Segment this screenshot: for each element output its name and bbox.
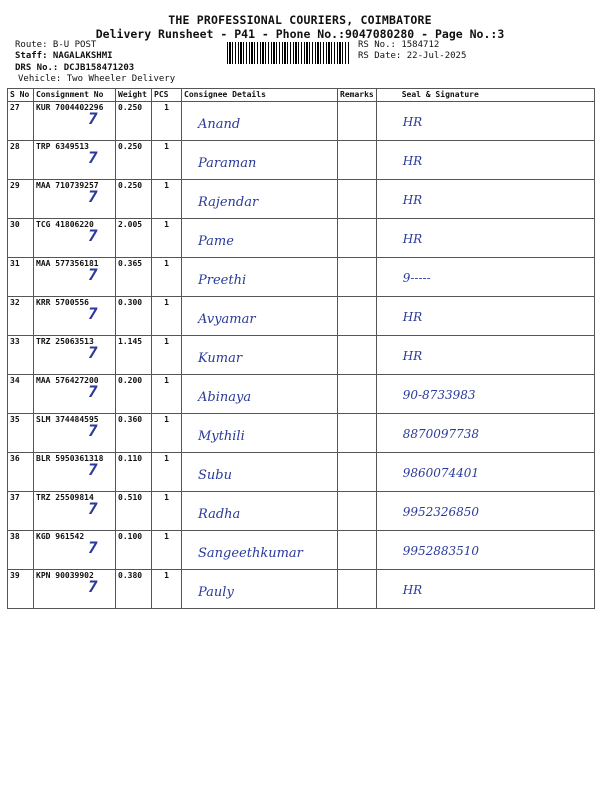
weight-cell: 0.380 — [116, 570, 152, 609]
table-row — [8, 375, 595, 414]
seal-signature-cell — [376, 102, 594, 141]
seal-handwritten: 9----- — [402, 271, 431, 285]
consignment-cell — [34, 102, 116, 141]
pcs-cell: 1 — [152, 375, 182, 414]
remarks-cell — [338, 492, 377, 531]
table-row — [8, 219, 595, 258]
runsheet-title: THE PROFESSIONAL COURIERS, COIMBATORE — [168, 13, 432, 27]
tick-mark-icon: 7 — [88, 382, 98, 401]
sno-cell: 33 — [8, 336, 34, 375]
consignee-handwritten: Kumar — [198, 351, 243, 366]
seal-signature-cell — [376, 258, 594, 297]
table-row — [8, 414, 595, 453]
remarks-cell — [338, 453, 377, 492]
table-row — [8, 141, 595, 180]
table-row — [8, 492, 595, 531]
route-label: Route: B-U POST — [15, 40, 97, 50]
seal-signature-cell — [376, 453, 594, 492]
sno-cell: 27 — [8, 102, 34, 141]
consignee-handwritten: Anand — [198, 117, 241, 132]
sno-cell: 38 — [8, 531, 34, 570]
rs-no-label: RS No.: 1584712 — [358, 40, 440, 50]
pcs-cell: 1 — [152, 453, 182, 492]
seal-signature-cell — [376, 531, 594, 570]
weight-cell: 0.360 — [116, 414, 152, 453]
barcode — [227, 42, 349, 64]
remarks-cell — [338, 141, 377, 180]
consignee-cell — [182, 219, 338, 258]
vehicle-label: Vehicle: Two Wheeler Delivery — [18, 74, 176, 84]
sno-cell: 34 — [8, 375, 34, 414]
tick-mark-icon: 7 — [88, 499, 98, 518]
consignee-cell — [182, 180, 338, 219]
consignee-handwritten: Abinaya — [198, 390, 252, 405]
tick-mark-icon: 7 — [88, 109, 98, 128]
seal-handwritten: HR — [402, 154, 423, 168]
seal-handwritten: HR — [402, 193, 423, 207]
consignee-handwritten: Avyamar — [198, 312, 256, 327]
consignee-cell — [182, 531, 338, 570]
pcs-cell: 1 — [152, 414, 182, 453]
consignment-number: TRZ 25509814 — [36, 493, 94, 502]
consignment-cell — [34, 414, 116, 453]
consignee-cell — [182, 453, 338, 492]
seal-signature-cell — [376, 297, 594, 336]
consignment-number: KPN 90039902 — [36, 571, 94, 580]
weight-cell: 0.250 — [116, 141, 152, 180]
consignee-handwritten: Pame — [198, 234, 234, 249]
consignee-handwritten: Preethi — [198, 273, 247, 288]
remarks-cell — [338, 336, 377, 375]
consignee-cell — [182, 336, 338, 375]
remarks-cell — [338, 570, 377, 609]
sno-cell: 35 — [8, 414, 34, 453]
table-row — [8, 102, 595, 141]
col-header-consignment: Consignment No — [34, 89, 116, 102]
consignment-number: MAA 576427200 — [36, 376, 99, 385]
consignment-cell — [34, 375, 116, 414]
consignee-cell — [182, 414, 338, 453]
remarks-cell — [338, 180, 377, 219]
pcs-cell: 1 — [152, 141, 182, 180]
seal-handwritten: 90-8733983 — [402, 388, 476, 402]
seal-handwritten: 9860074401 — [402, 466, 480, 480]
seal-signature-cell — [376, 219, 594, 258]
consignee-cell — [182, 570, 338, 609]
weight-cell: 0.300 — [116, 297, 152, 336]
pcs-cell: 1 — [152, 297, 182, 336]
weight-cell: 0.100 — [116, 531, 152, 570]
seal-handwritten: HR — [402, 115, 423, 129]
seal-signature-cell — [376, 375, 594, 414]
rs-date-label: RS Date: 22-Jul-2025 — [358, 51, 467, 61]
consignment-cell — [34, 297, 116, 336]
pcs-cell: 1 — [152, 570, 182, 609]
sno-cell: 31 — [8, 258, 34, 297]
tick-mark-icon: 7 — [88, 148, 98, 167]
table-row — [8, 258, 595, 297]
col-header-seal: Seal & Signature — [376, 89, 594, 102]
consignment-number: MAA 710739257 — [36, 181, 99, 190]
weight-cell: 0.510 — [116, 492, 152, 531]
weight-cell: 2.005 — [116, 219, 152, 258]
sno-cell: 30 — [8, 219, 34, 258]
weight-cell: 0.200 — [116, 375, 152, 414]
table-header-row — [8, 89, 595, 102]
pcs-cell: 1 — [152, 180, 182, 219]
tick-mark-icon: 7 — [88, 577, 98, 596]
remarks-cell — [338, 414, 377, 453]
seal-handwritten: HR — [402, 349, 423, 363]
tick-mark-icon: 7 — [88, 226, 98, 245]
consignment-number: BLR 5950361318 — [36, 454, 104, 463]
seal-handwritten: HR — [402, 583, 423, 597]
runsheet-table — [7, 88, 595, 609]
remarks-cell — [338, 102, 377, 141]
consignment-cell — [34, 180, 116, 219]
consignee-handwritten: Mythili — [198, 429, 245, 444]
consignment-cell — [34, 531, 116, 570]
tick-mark-icon: 7 — [88, 538, 98, 557]
consignee-cell — [182, 141, 338, 180]
seal-signature-cell — [376, 492, 594, 531]
seal-handwritten: 8870097738 — [402, 427, 480, 441]
consignment-number: SLM 374484595 — [36, 415, 99, 424]
consignee-handwritten: Pauly — [198, 585, 234, 600]
pcs-cell: 1 — [152, 102, 182, 141]
consignment-number: TCG 41806220 — [36, 220, 94, 229]
consignment-cell — [34, 141, 116, 180]
consignee-handwritten: Paraman — [198, 156, 257, 171]
seal-handwritten: 9952326850 — [402, 505, 480, 519]
consignee-cell — [182, 258, 338, 297]
tick-mark-icon: 7 — [88, 265, 98, 284]
consignee-cell — [182, 297, 338, 336]
consignee-handwritten: Sangeethkumar — [198, 546, 303, 561]
seal-signature-cell — [376, 180, 594, 219]
col-header-weight: Weight — [116, 89, 152, 102]
consignment-cell — [34, 258, 116, 297]
consignment-number: TRZ 25063513 — [36, 337, 94, 346]
consignment-cell — [34, 492, 116, 531]
remarks-cell — [338, 297, 377, 336]
pcs-cell: 1 — [152, 219, 182, 258]
consignee-cell — [182, 492, 338, 531]
pcs-cell: 1 — [152, 258, 182, 297]
consignee-cell — [182, 102, 338, 141]
tick-mark-icon: 7 — [88, 343, 98, 362]
table-row — [8, 297, 595, 336]
tick-mark-icon: 7 — [88, 304, 98, 323]
sno-cell: 37 — [8, 492, 34, 531]
seal-signature-cell — [376, 414, 594, 453]
seal-signature-cell — [376, 570, 594, 609]
consignment-cell — [34, 453, 116, 492]
seal-signature-cell — [376, 141, 594, 180]
table-row — [8, 531, 595, 570]
consignee-handwritten: Subu — [198, 468, 232, 483]
table-row — [8, 453, 595, 492]
tick-mark-icon: 7 — [88, 460, 98, 479]
consignment-number: KUR 7004402296 — [36, 103, 104, 112]
seal-signature-cell — [376, 336, 594, 375]
sno-cell: 29 — [8, 180, 34, 219]
table-row — [8, 570, 595, 609]
pcs-cell: 1 — [152, 531, 182, 570]
staff-label: Staff: NAGALAKSHMI — [15, 51, 113, 61]
table-row — [8, 336, 595, 375]
remarks-cell — [338, 219, 377, 258]
consignment-number: MAA 577356181 — [36, 259, 99, 268]
seal-handwritten: HR — [402, 232, 423, 246]
col-header-consignee: Consignee Details — [182, 89, 338, 102]
remarks-cell — [338, 531, 377, 570]
consignment-cell — [34, 570, 116, 609]
consignee-cell — [182, 375, 338, 414]
remarks-cell — [338, 375, 377, 414]
weight-cell: 1.145 — [116, 336, 152, 375]
tick-mark-icon: 7 — [88, 421, 98, 440]
col-header-remarks: Remarks — [338, 89, 377, 102]
sno-cell: 36 — [8, 453, 34, 492]
weight-cell: 0.110 — [116, 453, 152, 492]
col-header-pcs: PCS — [152, 89, 182, 102]
consignment-cell — [34, 336, 116, 375]
weight-cell: 0.250 — [116, 180, 152, 219]
sno-cell: 32 — [8, 297, 34, 336]
consignee-handwritten: Radha — [198, 507, 241, 522]
remarks-cell — [338, 258, 377, 297]
seal-handwritten: 9952883510 — [402, 544, 480, 558]
pcs-cell: 1 — [152, 336, 182, 375]
consignment-number: TRP 6349513 — [36, 142, 89, 151]
weight-cell: 0.250 — [116, 102, 152, 141]
seal-handwritten: HR — [402, 310, 423, 324]
col-header-sno: S No — [8, 89, 34, 102]
sno-cell: 39 — [8, 570, 34, 609]
table-row — [8, 180, 595, 219]
drs-label: DRS No.: DCJB158471203 — [15, 63, 135, 73]
weight-cell: 0.365 — [116, 258, 152, 297]
consignee-handwritten: Rajendar — [198, 195, 259, 210]
consignment-number: KGD 961542 — [36, 532, 85, 541]
tick-mark-icon: 7 — [88, 187, 98, 206]
pcs-cell: 1 — [152, 492, 182, 531]
consignment-number: KRR 5700556 — [36, 298, 89, 307]
runsheet-subtitle: Delivery Runsheet - P41 - Phone No.:9047080280 - Page No.:3 — [95, 27, 505, 41]
sno-cell: 28 — [8, 141, 34, 180]
consignment-cell — [34, 219, 116, 258]
